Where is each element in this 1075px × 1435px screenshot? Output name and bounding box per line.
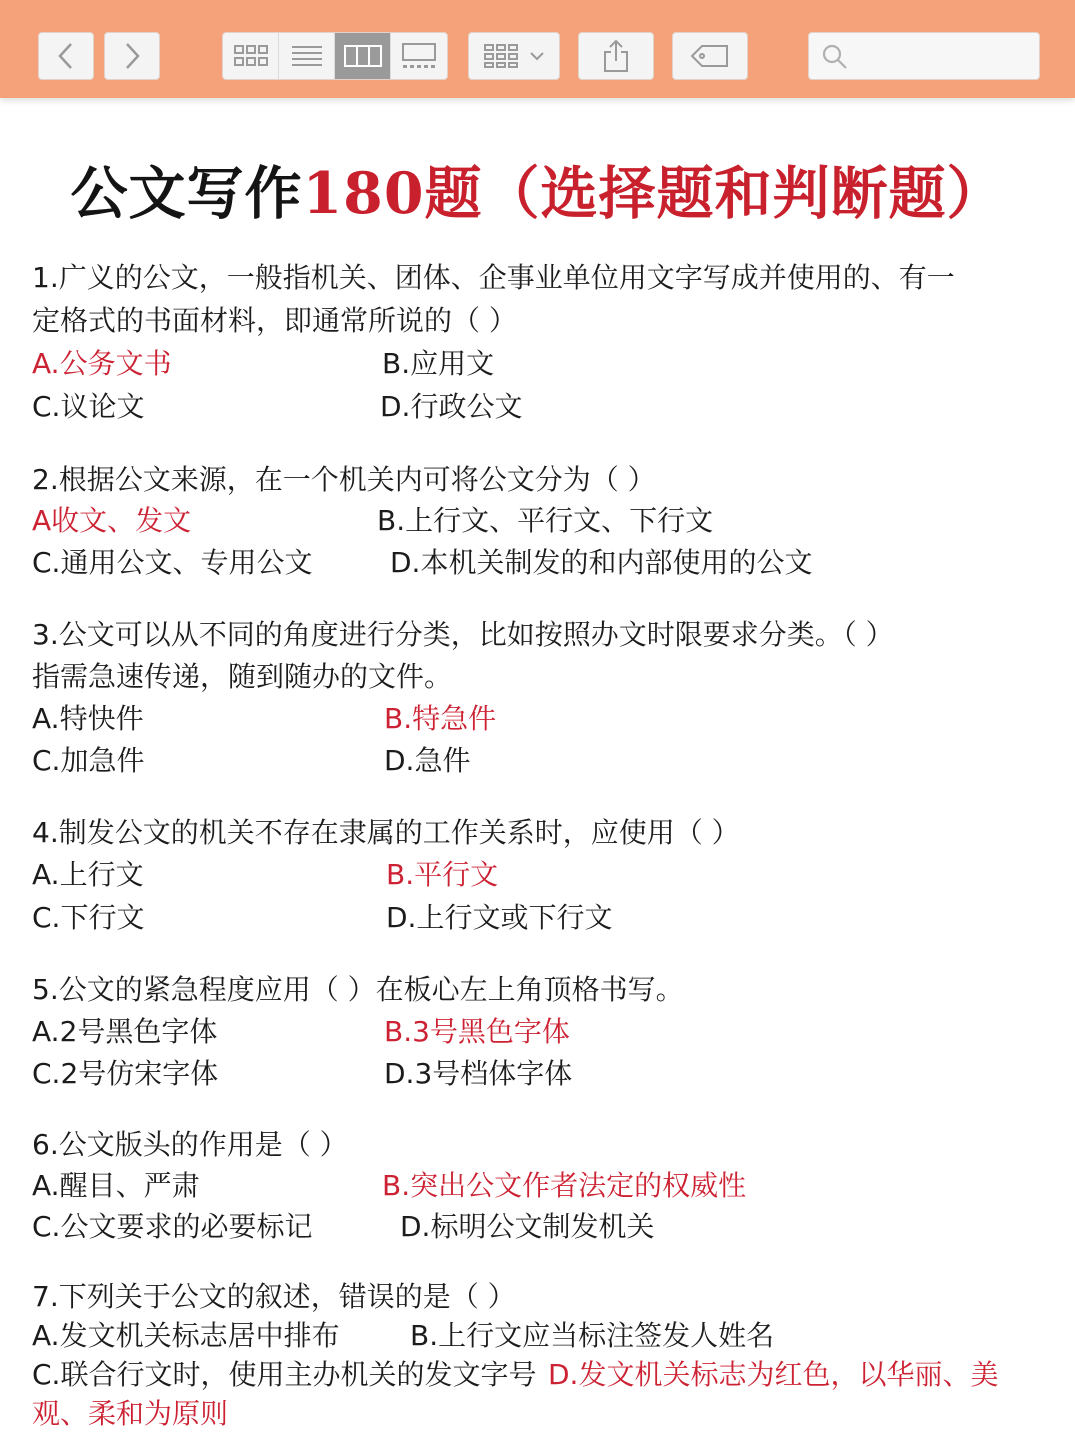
icon-view-button[interactable] — [223, 33, 279, 79]
option-d: D.本机关制发的和内部使用的公文 — [390, 546, 813, 579]
chevron-left-icon — [55, 41, 77, 71]
list-view-button[interactable] — [279, 33, 335, 79]
option-a: A.发文机关标志居中排布 — [32, 1319, 340, 1352]
grid-icon — [233, 44, 269, 68]
question-text: 3.公文可以从不同的角度进行分类，比如按照办文时限要求分类。（ ） — [32, 618, 894, 651]
tag-button[interactable] — [672, 32, 748, 80]
option-b: B.上行文应当标注签发人姓名 — [410, 1319, 775, 1352]
gallery-view-button[interactable] — [391, 33, 447, 79]
question-text: 1.广义的公文，一般指机关、团体、企事业单位用文字写成并使用的、有一 — [32, 261, 955, 294]
option-c: C.通用公文、专用公文 — [32, 546, 313, 579]
search-icon — [821, 43, 849, 71]
option-d: D.3号档体字体 — [384, 1057, 573, 1090]
view-mode-group — [222, 32, 448, 80]
question-text: 定格式的书面材料，即通常所说的（ ） — [32, 304, 517, 337]
page-title — [0, 148, 1075, 230]
share-icon — [601, 39, 631, 73]
option-a: A.2号黑色字体 — [32, 1015, 218, 1048]
question-text: 4.制发公文的机关不存在隶属的工作关系时，应使用（ ） — [32, 816, 740, 849]
option-a: A.公务文书 — [32, 347, 172, 380]
forward-button[interactable] — [104, 32, 160, 80]
option-a: A.醒目、严肃 — [32, 1169, 200, 1202]
option-c: C.下行文 — [32, 901, 145, 934]
option-c: C.2号仿宋字体 — [32, 1057, 219, 1090]
option-b: B.3号黑色字体 — [384, 1015, 570, 1048]
list-icon — [290, 43, 324, 69]
question-text: 指需急速传递，随到随办的文件。 — [32, 660, 453, 693]
search-input[interactable] — [857, 41, 1036, 73]
back-button[interactable] — [38, 32, 94, 80]
option-d: D.行政公文 — [380, 390, 523, 423]
option-d-continued: 观、柔和为原则 — [32, 1397, 229, 1430]
group-by-button[interactable] — [468, 32, 560, 80]
title-part-black: 公文写作 — [70, 160, 303, 227]
option-a: A.上行文 — [32, 858, 144, 891]
question-text: 7.下列关于公文的叙述，错误的是（ ） — [32, 1280, 516, 1313]
option-d: D.急件 — [384, 744, 471, 777]
share-button[interactable] — [578, 32, 654, 80]
option-b: B.突出公文作者法定的权威性 — [382, 1169, 747, 1202]
option-b: B.上行文、平行文、下行文 — [377, 504, 714, 537]
question-text: 5.公文的紧急程度应用（ ）在板心左上角顶格书写。 — [32, 973, 684, 1006]
option-d: D.上行文或下行文 — [386, 901, 613, 934]
column-view-button[interactable] — [335, 33, 391, 79]
option-d: D.发文机关标志为红色，以华丽、美 — [548, 1358, 999, 1391]
gallery-icon — [399, 42, 439, 70]
option-c: C.议论文 — [32, 390, 145, 423]
option-a: A.特快件 — [32, 702, 144, 735]
option-a: A收文、发文 — [32, 504, 192, 537]
option-c: C.公文要求的必要标记 — [32, 1210, 313, 1243]
option-b: B.应用文 — [382, 347, 495, 380]
option-b: B.特急件 — [384, 702, 497, 735]
columns-icon — [343, 44, 383, 68]
option-b: B.平行文 — [386, 858, 499, 891]
title-part-red: 180题（选择题和判断题） — [302, 160, 1005, 227]
search-field[interactable] — [808, 32, 1040, 80]
option-c: C.加急件 — [32, 744, 145, 777]
option-d: D.标明公文制发机关 — [400, 1210, 655, 1243]
question-text: 2.根据公文来源，在一个机关内可将公文分为（ ） — [32, 463, 656, 496]
chevron-right-icon — [121, 41, 143, 71]
option-c: C.联合行文时，使用主办机关的发文字号 — [32, 1358, 537, 1391]
question-text: 6.公文版头的作用是（ ） — [32, 1128, 348, 1161]
tag-icon — [690, 43, 730, 69]
chevron-down-icon — [529, 50, 545, 62]
toolbar — [0, 0, 1075, 98]
group-grid-icon — [483, 43, 523, 69]
